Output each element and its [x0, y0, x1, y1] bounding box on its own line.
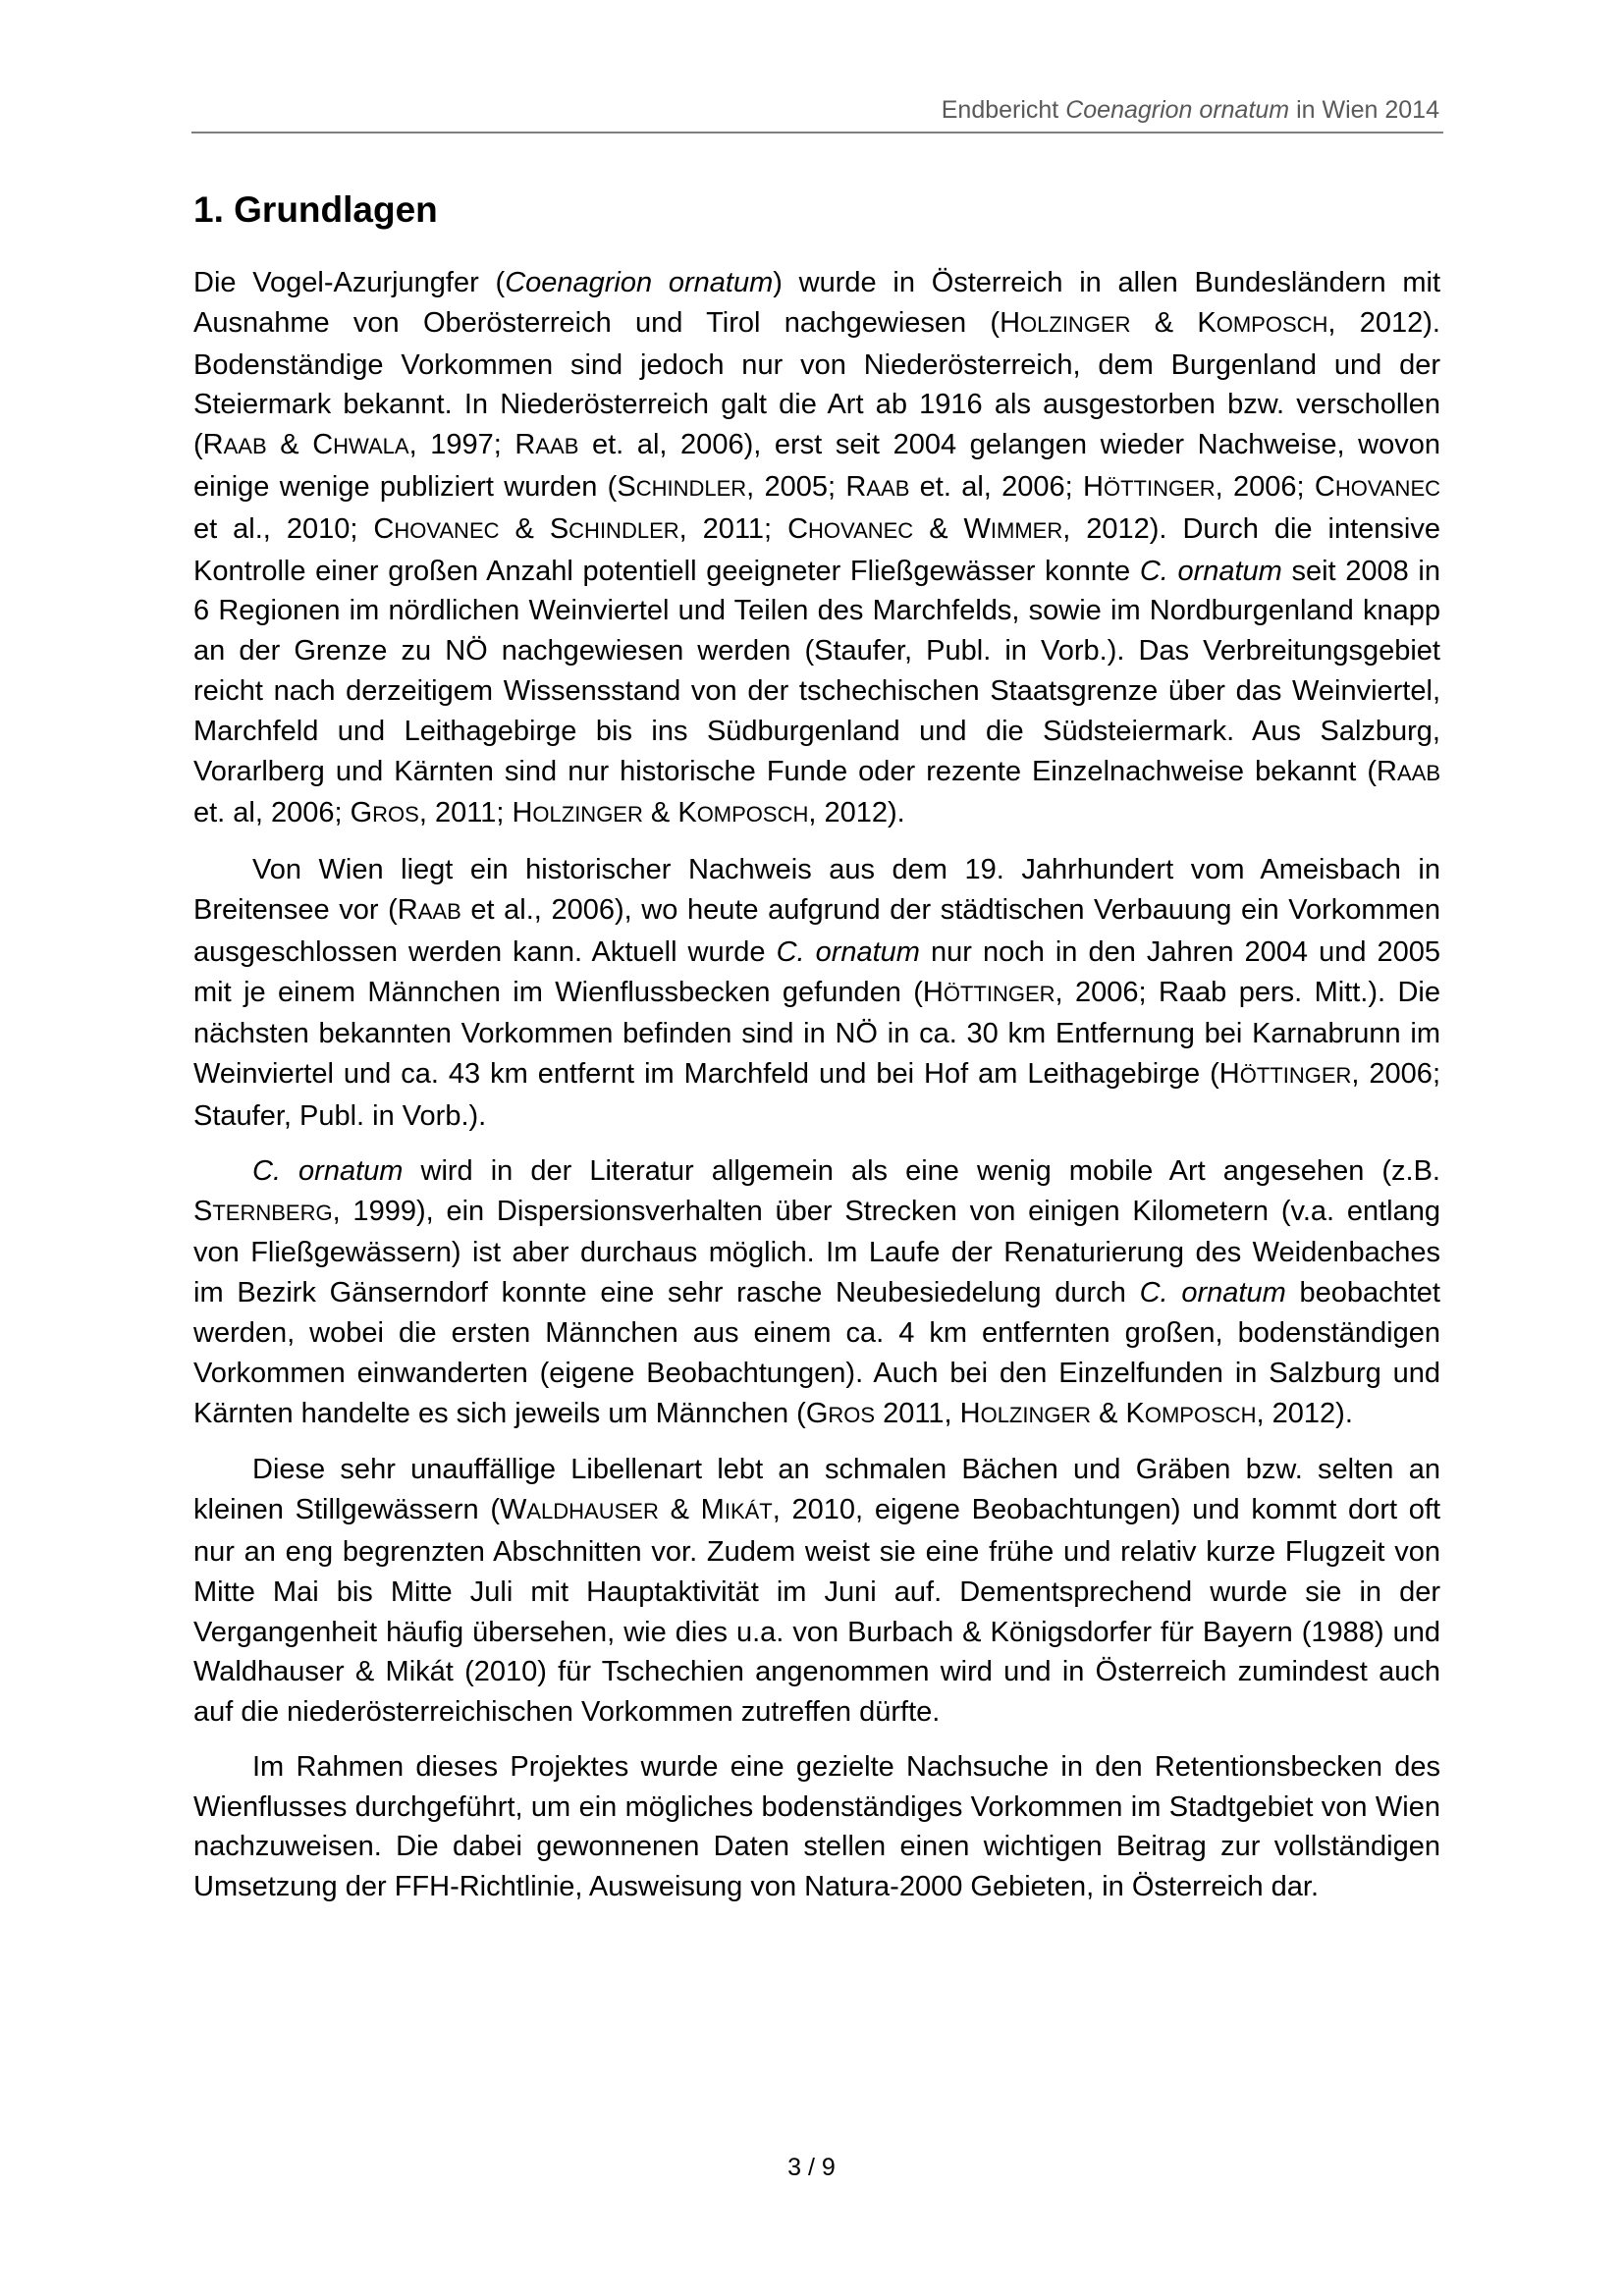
body-text	[193, 263, 1440, 1922]
text-run: et al., 2010; C	[193, 512, 395, 545]
page-header	[191, 96, 1443, 133]
author-small-caps: IKÁT	[724, 1499, 773, 1524]
text-run: , 1999), ein Dispersionsverhalten über Strecken von einigen Kilometern (v.a. entlang von Fließgewässern) ist aber durchaus möglich. Im Laufe der Renaturierung des Weidenbaches im Bezirk Gänserndorf konnte eine sehr rasche Neubesiedelung durch	[193, 1195, 1440, 1309]
text-run: & W	[913, 512, 991, 545]
author-small-caps: AAB	[866, 475, 910, 501]
author-small-caps: HOVANEC	[394, 517, 500, 543]
text-run: , 2012). Bodenständige Vorkommen sind jedoch nur von Niederösterreich, dem Burgenland und der Steiermark bekannt. In Niederösterreich galt die Art ab 1916 als ausgestorben bzw. verschollen (R	[193, 306, 1440, 461]
paragraph	[193, 1747, 1440, 1907]
text-run: , 2005; R	[746, 470, 867, 503]
author-small-caps: ROS	[372, 802, 419, 828]
author-small-caps: AAB	[535, 434, 579, 459]
species-name: C. ornatum	[1139, 555, 1282, 587]
text-run: beobachtet werden, wobei die ersten Männchen aus einem ca. 4 km entfernten großen, bodenständigen Vorkommen einwanderten (eigene Beobachtungen). Auch bei den Einzelfunden in Salzburg und Kärnten handelte es sich jeweils um Männchen (G	[193, 1277, 1440, 1429]
author-small-caps: CHINDLER	[568, 517, 679, 543]
text-run: & K	[1091, 1397, 1145, 1429]
running-title-suffix: in Wien 2014	[1289, 96, 1439, 124]
text-run: Diese sehr unauffällige Libellenart lebt an schmalen Bächen und Gräben bzw. selten an kleinen Stillgewässern (W	[193, 1454, 1440, 1526]
species-name: Coenagrion ornatum	[505, 267, 774, 298]
text-run: , 2006; C	[1215, 470, 1335, 503]
running-title	[942, 96, 1439, 125]
author-small-caps: AAB	[417, 898, 461, 924]
text-run: & S	[499, 512, 569, 545]
author-small-caps: TERNBERG	[212, 1200, 333, 1225]
author-small-caps: AAB	[1396, 760, 1440, 785]
text-run: nur noch in den Jahren 2004 und 2005 mit je einem Männchen im Wienflussbecken gefunden (H	[193, 935, 1440, 1008]
author-small-caps: AAB	[223, 434, 267, 459]
text-run: & C	[266, 429, 334, 461]
text-run: & K	[642, 797, 697, 829]
author-small-caps: ROS	[828, 1402, 876, 1427]
species-name: C. ornatum	[776, 935, 920, 968]
author-small-caps: OLZINGER	[980, 1402, 1092, 1427]
text-run: & K	[1130, 306, 1217, 339]
page-number: 3 / 9	[787, 2154, 836, 2181]
author-small-caps: ÖTTINGER	[1239, 1063, 1352, 1089]
text-run: , 2006; Staufer, Publ. in Vorb.).	[193, 1058, 1440, 1132]
text-run: et. al, 2006; G	[193, 797, 373, 829]
text-run: , 2012). Durch die intensive Kontrolle einer großen Anzahl potentiell geeigneter Fließgewässer konnte	[193, 512, 1440, 587]
paragraph	[193, 850, 1440, 1137]
running-title-prefix: Endbericht	[941, 96, 1066, 124]
paragraph	[193, 1151, 1440, 1436]
text-run: Im Rahmen dieses Projektes wurde eine gezielte Nachsuche in den Retentionsbecken des Wienflusses durchgeführt, um ein mögliches bodenständiges Vorkommen im Stadtgebiet von Wien nachzuweisen. Die dabei gewonnenen Daten stellen einen wichtigen Beitrag zur vollständigen Umsetzung der FFH-Richtlinie, Ausweisung von Natura-2000 Gebieten, in Österreich dar.	[193, 1750, 1440, 1903]
author-small-caps: IMMER	[990, 517, 1063, 543]
author-small-caps: ÖTTINGER	[943, 981, 1055, 1006]
author-small-caps: ÖTTINGER	[1103, 475, 1216, 501]
author-small-caps: OMPOSCH	[1216, 311, 1328, 337]
text-run: wird in der Literatur allgemein als eine wenig mobile Art angesehen (z.B. S	[193, 1154, 1440, 1227]
text-run: Die Vogel-Azurjungfer (	[193, 267, 506, 298]
text-run: , 2010, eigene Beobachtungen) und kommt dort oft nur an eng begrenzten Abschnitten vor. Zudem weist sie eine frühe und relativ kurze Flugzeit von Mitte Mai bis Mitte Juli mit Hauptaktivität im Juni auf. Dementsprechend wurde sie in der Vergangenheit häufig übersehen, wie dies u.a. von Burbach & Königsdorfer für Bayern (1988) und Waldhauser & Mikát (2010) für Tschechien angenommen wird und in Österreich zumindest auch auf die niederösterreichischen Vorkommen zutreffen dürfte.	[193, 1494, 1441, 1729]
text-run: , 2011; C	[678, 512, 809, 545]
section-heading: 1. Grundlagen	[193, 189, 438, 230]
text-run: et. al, 2006), erst seit 2004 gelangen wieder Nachweise, wovon einige wenige publiziert wurden (S	[193, 429, 1440, 503]
author-small-caps: CHINDLER	[635, 475, 747, 501]
author-small-caps: HOVANEC	[1334, 475, 1441, 501]
author-small-caps: HWALA	[333, 434, 409, 459]
author-small-caps: OMPOSCH	[1144, 1402, 1257, 1427]
text-run: Von Wien liegt ein historischer Nachweis aus dem 19. Jahrhundert vom Ameisbach in Breitensee vor (R	[193, 854, 1440, 926]
text-run: , 2012).	[808, 797, 905, 829]
text-run: & M	[658, 1494, 725, 1526]
running-title-species: Coenagrion ornatum	[1065, 96, 1290, 124]
text-run: seit 2008 in 6 Regionen im nördlichen Weinviertel und Teilen des Marchfelds, sowie im Nordburgenland knapp an der Grenze zu NÖ nachgewiesen werden (Staufer, Publ. in Vorb.). Das Verbreitungsgebiet reicht nach derzeitigem Wissensstand von der tschechischen Staatsgrenze über das Weinviertel, Marchfeld und Leithagebirge bis ins Südburgenland und die Südsteiermark. Aus Salzburg, Vorarlberg und Kärnten sind nur historische Funde oder rezente Einzelnachweise bekannt (R	[193, 555, 1440, 787]
text-run: et al., 2006), wo heute aufgrund der städtischen Verbauung ein Vorkommen ausgeschlossen werden kann. Aktuell wurde	[193, 893, 1440, 968]
author-small-caps: OLZINGER	[532, 802, 643, 828]
species-name: C. ornatum	[1139, 1277, 1286, 1309]
author-small-caps: HOVANEC	[808, 517, 914, 543]
author-small-caps: OLZINGER	[1020, 311, 1131, 337]
text-run: , 2011; H	[418, 797, 533, 829]
text-run: et. al, 2006; H	[909, 470, 1104, 503]
text-run: , 1997; R	[408, 429, 536, 461]
text-run: , 2012).	[1256, 1397, 1353, 1429]
paragraph	[193, 1450, 1440, 1733]
author-small-caps: OMPOSCH	[696, 802, 809, 828]
author-small-caps: ALDHAUSER	[526, 1499, 659, 1524]
text-run: 2011, H	[875, 1397, 981, 1429]
text-run: ) wurde in Österreich in allen Bundesländern mit Ausnahme von Oberösterreich und Tirol nachgewiesen (H	[193, 267, 1441, 339]
species-name: C. ornatum	[252, 1154, 404, 1187]
text-run: , 2006; Raab pers. Mitt.). Die nächsten bekannten Vorkommen befinden sind in NÖ in ca. 30 km Entfernung bei Karnabrunn im Weinviertel und ca. 43 km entfernt im Marchfeld und bei Hof am Leithagebirge (H	[193, 976, 1440, 1091]
paragraph	[193, 263, 1440, 835]
